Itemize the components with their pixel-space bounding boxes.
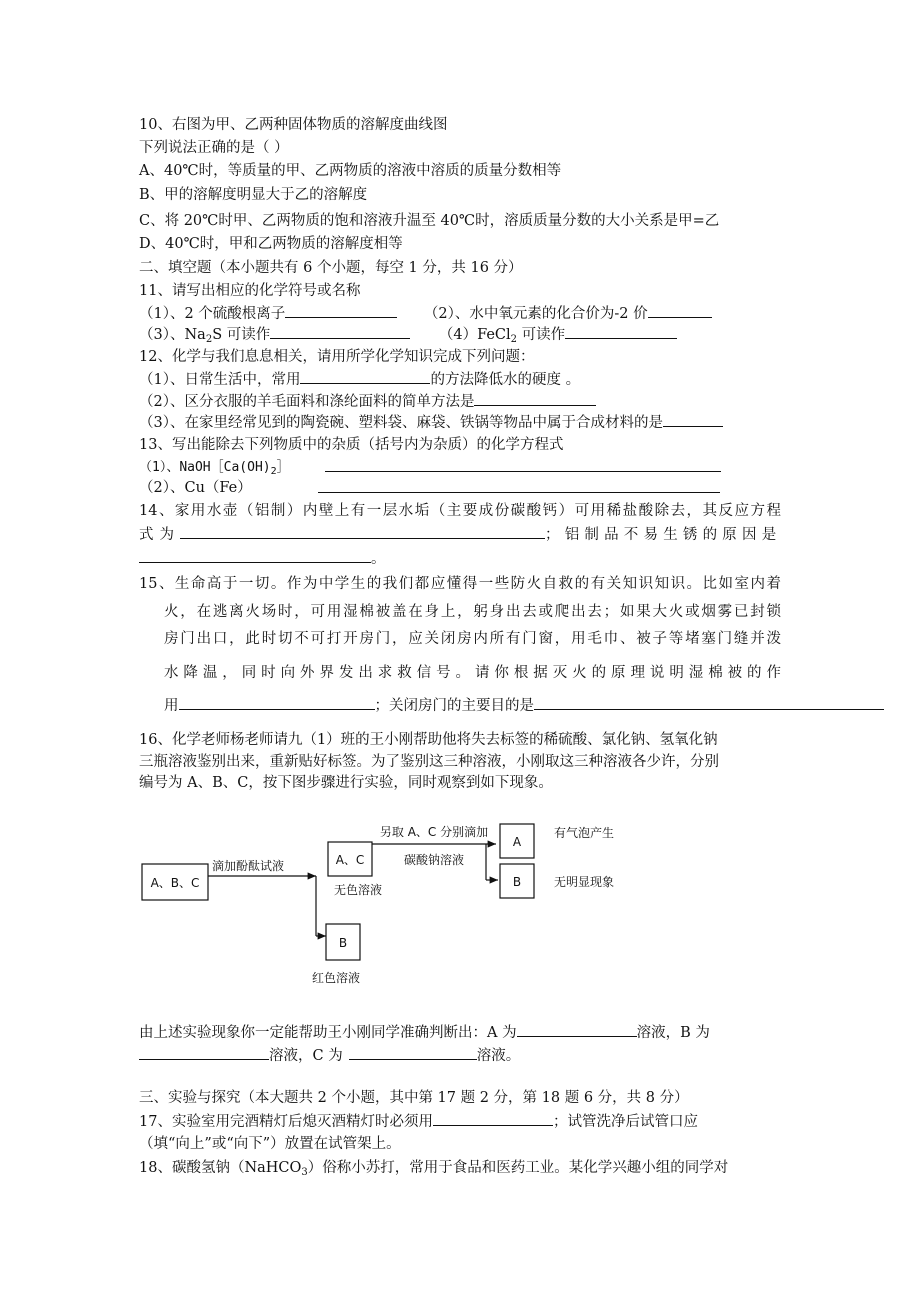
q16-experiment-diagram [138,814,658,994]
q11-item3-label: （3）、$Na_2S$ 可读作 [139,327,271,345]
q14-equation-blank[interactable] [180,523,545,539]
diagram-box-a2-label: A [512,835,522,849]
q10-option-a: A、40℃时，等质量的甲、乙两物质的溶液中溶质的质量分数相等 [139,163,562,179]
diagram-a2-note: 有气泡产生 [554,826,615,840]
q15-door-label: ；关闭房门的主要目的是 [374,698,534,714]
q16-conclusion-line1 [139,1021,710,1044]
diagram-box-b2-label: B [512,875,522,889]
q16-a-label: 由上述实验现象你一定能帮助王小刚同学准确判断出：A 为 [139,1025,517,1041]
q16-c-label: 溶液，C 为 [269,1048,343,1064]
q13-item2-label: （2）、Cu（Fe） [139,480,252,496]
q12-item3-label: （3）、在家里经常见到的陶瓷碗、塑料袋、麻袋、铁锅等物品中属于合成材料的是 [139,415,663,431]
diagram-ac-note: 无色溶液 [333,883,383,897]
diagram-b-note: 红色溶液 [311,971,361,985]
q10-option-b: B、甲的溶解度明显大于乙的溶解度 [139,187,368,203]
q12-item2 [139,390,596,413]
q16-c-blank[interactable] [349,1044,477,1060]
q14-line1: 14、家用水壶（铝制）内壁上有一层水垢（主要成份碳酸钙）可用稀盐酸除去，其反应方程 [139,503,781,519]
q12-title: 12、化学与我们息息相关，请用所学化学知识完成下列问题： [139,349,535,365]
q16-line1: 16、化学老师杨老师请九（1）班的王小刚帮助他将失去标签的稀硫酸、氯化钠、氢氧化钠 [139,732,718,748]
q13-item1-label: （1）、$NaOH[Ca(OH)_2]$ [139,460,290,477]
q12-item3-blank[interactable] [663,411,723,427]
q11-item2-blank[interactable] [648,302,712,318]
q12-item2-blank[interactable] [474,390,596,406]
q14-line3 [139,547,386,570]
q16-a-blank[interactable] [517,1021,637,1037]
q11-item4-label: （4）FeCl$_2$ 可读作 [438,327,566,345]
q14-reason-label: ；铝制品不易生锈的原因是 [545,527,782,543]
q15-door-blank[interactable] [534,694,884,710]
q15-use-label: 用 [164,698,179,714]
q15-line2: 火，在逃离火场时，可用湿棉被盖在身上，躬身出去或爬出去；如果大火或烟雾已封锁 [164,604,781,620]
q11-item2-label: （2）、水中氧元素的化合价为-2 价 [423,306,648,322]
q13-item2-blank[interactable] [318,477,720,493]
q11-item3-blank[interactable] [270,323,410,339]
q14-period: 。 [371,551,386,567]
q12-item1-label: （1）、日常生活中，常用 [139,372,301,388]
q16-conclusion-line2 [139,1044,520,1067]
diagram-b2-note: 无明显现象 [554,875,615,889]
diagram-box-b-label: B [338,936,348,950]
q17-line2: （填“向上”或“向下”）放置在试管架上。 [139,1136,401,1152]
q12-item2-label: （2）、区分衣服的羊毛面料和涤纶面料的简单方法是 [139,394,475,410]
q15-line3: 房门出口，此时切不可打开房门，应关闭房内所有门窗，用毛巾、被子等堵塞门缝并泼 [164,631,781,647]
q10-prompt: 下列说法正确的是（ ） [139,140,289,156]
q17-line1 [139,1110,698,1133]
q15-line5 [164,694,884,717]
q11-item1-label: （1）、2 个硫酸根离子 [139,306,286,322]
diagram-step2-bottom-label: 碳酸钠溶液 [403,853,465,867]
q15-line4: 水降温，同时向外界发出求救信号。请你根据灭火的原理说明湿棉被的作 [164,665,781,681]
q16-line3: 编号为 A、B、C，按下图步骤进行实验，同时观察到如下现象。 [139,775,553,791]
q15-line1: 15、生命高于一切。作为中学生的我们都应懂得一些防火自救的有关知识知识。比如室内着 [139,576,781,592]
q10-option-c: C、将 20℃时甲、乙两物质的饱和溶液升温至 40℃时，溶质质量分数的大小关系是甲=乙 [139,213,720,229]
section3-heading: 三、实验与探究（本大题共 2 个小题，其中第 17 题 2 分，第 18 题 6 分，共 8 分） [139,1090,689,1106]
q11-item1-blank[interactable] [285,302,397,318]
q16-b-blank[interactable] [139,1044,269,1060]
q17-tube-label: ；试管洗净后试管口应 [552,1114,698,1130]
q17-extinguish-label: 17、实验室用完酒精灯后熄灭酒精灯时必须用 [139,1114,433,1130]
q11-item4-blank[interactable] [565,323,677,339]
q15-use-blank[interactable] [179,694,375,710]
q13-item1-blank[interactable] [325,456,721,472]
q16-b-label: 溶液，B 为 [636,1025,710,1041]
q16-line2: 三瓶溶液鉴别出来，重新贴好标签。为了鉴别这三种溶液，小刚取这三种溶液各少许，分别 [139,754,719,770]
diagram-box-ac-label: A、C [335,853,365,867]
diagram-step2-top-label: 另取 A、C 分别滴加 [379,825,489,839]
q10-option-d: D、40℃时，甲和乙两物质的溶解度相等 [139,236,403,252]
q12-item3 [139,411,723,434]
q12-item1 [139,368,580,391]
q11-row1 [139,302,712,325]
q18-line1: 18、碳酸氢钠（NaHCO$_3$）俗称小苏打，常用于食品和医药工业。某化学兴趣小组的同学对 [139,1160,729,1178]
q14-equation-label: 式为 [139,527,180,543]
q14-reason-blank[interactable] [139,547,371,563]
q12-item1-suffix: 的方法降低水的硬度 。 [430,372,581,388]
q16-c-suffix: 溶液。 [476,1048,521,1064]
section2-heading: 二、填空题（本小题共有 6 个小题，每空 1 分，共 16 分） [139,260,523,276]
q10-title: 10、右图为甲、乙两种固体物质的溶解度曲线图 [139,117,448,133]
q13-title: 13、写出能除去下列物质中的杂质（括号内为杂质）的化学方程式 [139,437,564,453]
diagram-box-start-label: A、B、C [150,876,200,890]
q14-line2 [139,523,781,546]
diagram-step1-label: 滴加酚酞试液 [211,859,285,873]
q17-extinguish-blank[interactable] [433,1110,553,1126]
q12-item1-blank[interactable] [300,368,430,384]
q11-title: 11、请写出相应的化学符号或名称 [139,283,361,299]
